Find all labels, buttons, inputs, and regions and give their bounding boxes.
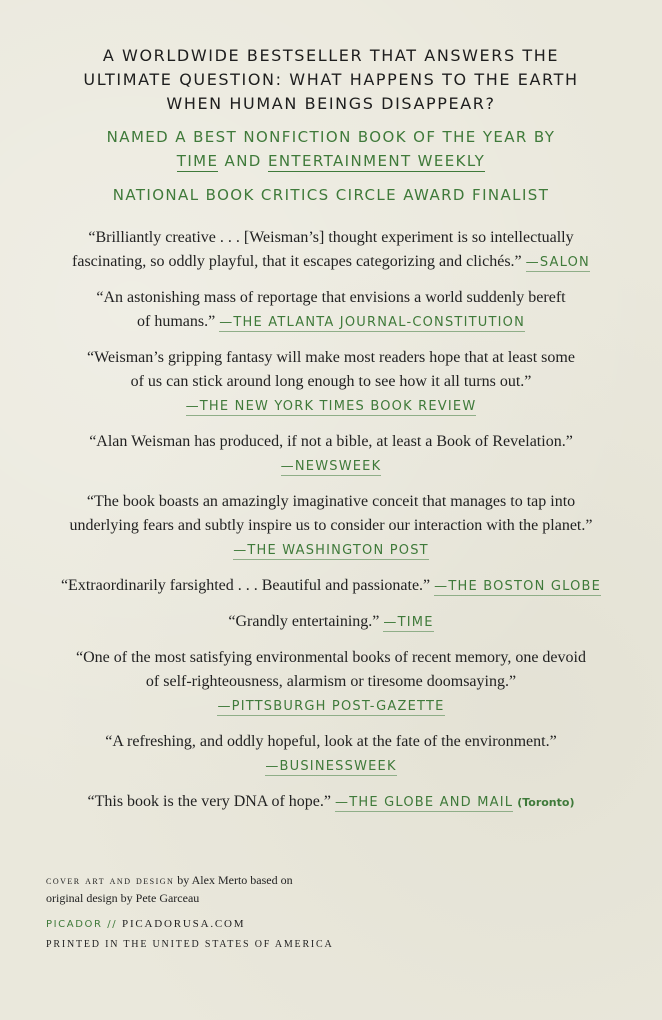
- publisher-name: PICADOR: [46, 919, 103, 930]
- quote: [40, 610, 622, 635]
- honors-time: TIME: [176, 152, 219, 170]
- quote: [40, 646, 622, 719]
- quote: [40, 286, 622, 335]
- quote-line: “One of the most satisfying environmental books of recent memory, one devoid: [76, 649, 586, 666]
- quote-line: “Extraordinarily farsighted . . . Beautiful and passionate.”: [60, 577, 435, 594]
- quote-source: —SALON: [525, 255, 590, 270]
- publisher-url[interactable]: PICADORUSA.COM: [122, 918, 246, 930]
- quote-source: —THE BOSTON GLOBE: [434, 579, 602, 594]
- credits-line1: by Alex Merto based on: [174, 873, 293, 887]
- review-quotes: [40, 226, 622, 826]
- quote-line: “Grandly entertaining.”: [228, 613, 384, 630]
- quote-source: —PITTSBURGH POST-GAZETTE: [217, 699, 445, 714]
- honors: [40, 125, 622, 207]
- quote-line: of self-righteousness, alarmism or tiresome doomsaying.”: [145, 673, 517, 690]
- honors-ew: ENTERTAINMENT WEEKLY: [267, 152, 486, 170]
- publisher-line: [46, 915, 376, 934]
- quote-source: —BUSINESSWEEK: [265, 759, 397, 774]
- publisher-sep: //: [102, 919, 123, 930]
- honors-named-line2: [40, 149, 622, 173]
- quote: [40, 430, 622, 479]
- quote-line: of us can stick around long enough to see how it all turns out.”: [130, 373, 532, 390]
- quote: [40, 730, 622, 779]
- quote-line: “Brilliantly creative . . . [Weisman’s] thought experiment is so intellectually: [88, 229, 574, 246]
- quote: [40, 574, 622, 599]
- quote-line: “This book is the very DNA of hope.”: [87, 793, 336, 810]
- headline-line: ULTIMATE QUESTION: WHAT HAPPENS TO THE EARTH: [83, 70, 579, 89]
- quote-source: —THE ATLANTA JOURNAL-CONSTITUTION: [219, 315, 525, 330]
- quote-line: “The book boasts an amazingly imaginative conceit that manages to tap into: [86, 493, 576, 510]
- quote: [40, 346, 622, 419]
- honors-award: NATIONAL BOOK CRITICS CIRCLE AWARD FINALIST: [112, 186, 550, 204]
- quote-source-location: (Toronto): [517, 796, 575, 809]
- quote: [40, 490, 622, 563]
- printed-in: PRINTED IN THE UNITED STATES OF AMERICA: [46, 939, 334, 950]
- quote-line: “A refreshing, and oddly hopeful, look at the fate of the environment.”: [105, 733, 557, 750]
- quote-line: of humans.”: [137, 313, 220, 330]
- quote: [40, 226, 622, 275]
- quote-line: underlying fears and subtly inspire us to consider our interaction with the planet.”: [69, 517, 593, 534]
- headline-line: WHEN HUMAN BEINGS DISAPPEAR?: [166, 94, 496, 113]
- honors-named-line1: NAMED A BEST NONFICTION BOOK OF THE YEAR BY: [106, 128, 556, 146]
- quote-source: —TIME: [383, 615, 434, 630]
- quote-line: “Weisman’s gripping fantasy will make most readers hope that at least some: [87, 349, 575, 366]
- honors-and: AND: [218, 152, 268, 170]
- quote-line: “Alan Weisman has produced, if not a bible, at least a Book of Revelation.”: [89, 433, 573, 450]
- quote-source: —THE GLOBE AND MAIL: [335, 795, 514, 810]
- headline-line: A WORLDWIDE BESTSELLER THAT ANSWERS THE: [102, 46, 560, 65]
- credits-line2: original design by Pete Garceau: [46, 891, 200, 905]
- headline: [40, 44, 622, 116]
- quote-line: fascinating, so oddly playful, that it escapes categorizing and clichés.”: [72, 253, 526, 270]
- quote-source: —THE NEW YORK TIMES BOOK REVIEW: [185, 399, 477, 414]
- quote-source: —NEWSWEEK: [280, 459, 382, 474]
- quote: [40, 790, 622, 815]
- credits: [46, 871, 376, 954]
- quote-line: “An astonishing mass of reportage that envisions a world suddenly bereft: [96, 289, 566, 306]
- quote-source: —THE WASHINGTON POST: [233, 543, 429, 558]
- credits-label: cover art and design: [46, 873, 175, 887]
